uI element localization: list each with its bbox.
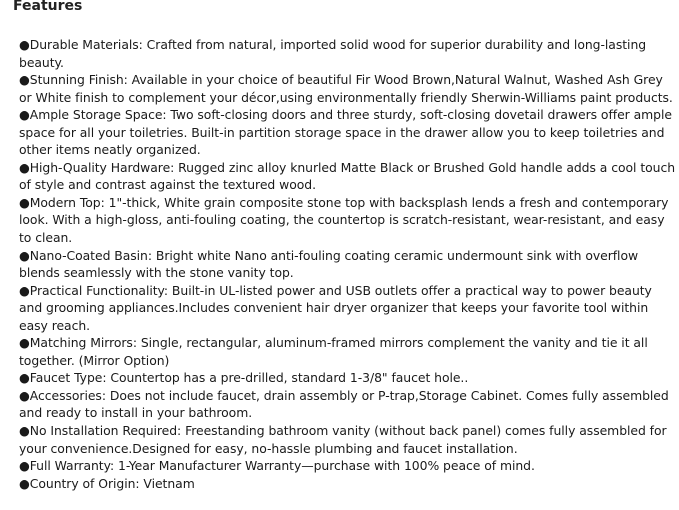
feature-line: or White finish to complement your décor,using environmentally friendly Sherwin-Williams paint products. bbox=[19, 89, 673, 105]
feature-durable-materials bbox=[19, 36, 679, 71]
features-list bbox=[19, 36, 679, 492]
feature-matching-mirrors bbox=[19, 334, 679, 369]
feature-faucet-type bbox=[19, 369, 679, 387]
feature-line: ●High-Quality Hardware: Rugged zinc alloy knurled Matte Black or Brushed Gold handle adds a cool touch bbox=[19, 159, 676, 175]
feature-line: ●Matching Mirrors: Single, rectangular, aluminum-framed mirrors complement the vanity and tie it all bbox=[19, 335, 648, 351]
feature-line: space for all your toiletries. Built-in partition storage space in the drawer allow you to keep toiletries and bbox=[19, 124, 665, 140]
feature-line: of style and contrast against the textured wood. bbox=[19, 177, 316, 193]
feature-line: ●Accessories: Does not include faucet, drain assembly or P-trap,Storage Cabinet. Comes fully assembled bbox=[19, 387, 669, 403]
feature-line: ●Ample Storage Space: Two soft-closing doors and three sturdy, soft-closing dovetail drawers offer ample bbox=[19, 107, 672, 123]
feature-line: and ready to install in your bathroom. bbox=[19, 405, 253, 421]
feature-line: ●Country of Origin: Vietnam bbox=[19, 475, 195, 491]
feature-hardware bbox=[19, 159, 679, 194]
feature-line: ●Modern Top: 1"-thick, White grain composite stone top with backsplash lends a fresh and contemporary bbox=[19, 194, 669, 210]
feature-modern-top bbox=[19, 194, 679, 247]
feature-warranty bbox=[19, 457, 679, 475]
feature-line: ●Stunning Finish: Available in your choice of beautiful Fir Wood Brown,Natural Walnut, Washed Ash Grey bbox=[19, 72, 663, 88]
feature-line: ●Faucet Type: Countertop has a pre-drilled, standard 1-3/8" faucet hole.. bbox=[19, 370, 469, 386]
feature-practical-functionality bbox=[19, 282, 679, 335]
feature-country-of-origin bbox=[19, 475, 679, 493]
feature-accessories bbox=[19, 387, 679, 422]
feature-line: beauty. bbox=[19, 54, 64, 70]
feature-line: together. (Mirror Option) bbox=[19, 352, 170, 368]
feature-no-installation bbox=[19, 422, 679, 457]
feature-line: to clean. bbox=[19, 230, 73, 246]
feature-stunning-finish bbox=[19, 71, 679, 106]
feature-line: ●Full Warranty: 1-Year Manufacturer Warranty—purchase with 100% peace of mind. bbox=[19, 458, 535, 474]
features-heading: Features bbox=[13, 0, 83, 14]
feature-line: ●Durable Materials: Crafted from natural, imported solid wood for superior durability and long-lasting bbox=[19, 37, 647, 52]
feature-line: blends seamlessly with the stone vanity top. bbox=[19, 265, 294, 281]
feature-line: ●No Installation Required: Freestanding bathroom vanity (without back panel) comes fully assembled for bbox=[19, 423, 667, 439]
feature-nano-basin bbox=[19, 247, 679, 282]
feature-line: other items neatly organized. bbox=[19, 142, 201, 158]
feature-line: easy reach. bbox=[19, 317, 91, 333]
feature-line: ●Practical Functionality: Built-in UL-listed power and USB outlets offer a practical way to power beauty bbox=[19, 282, 652, 298]
feature-line: your convenience.Designed for easy, no-hassle plumbing and faucet installation. bbox=[19, 440, 518, 456]
feature-line: and grooming appliances.Includes convenient hair dryer organizer that keeps your favorite tool within bbox=[19, 300, 649, 316]
feature-line: look. With a high-gloss, anti-fouling coating, the countertop is scratch-resistant, wear-resistant, and easy bbox=[19, 212, 665, 228]
feature-ample-storage bbox=[19, 106, 679, 159]
feature-line: ●Nano-Coated Basin: Bright white Nano anti-fouling coating ceramic undermount sink with overflow bbox=[19, 247, 639, 263]
